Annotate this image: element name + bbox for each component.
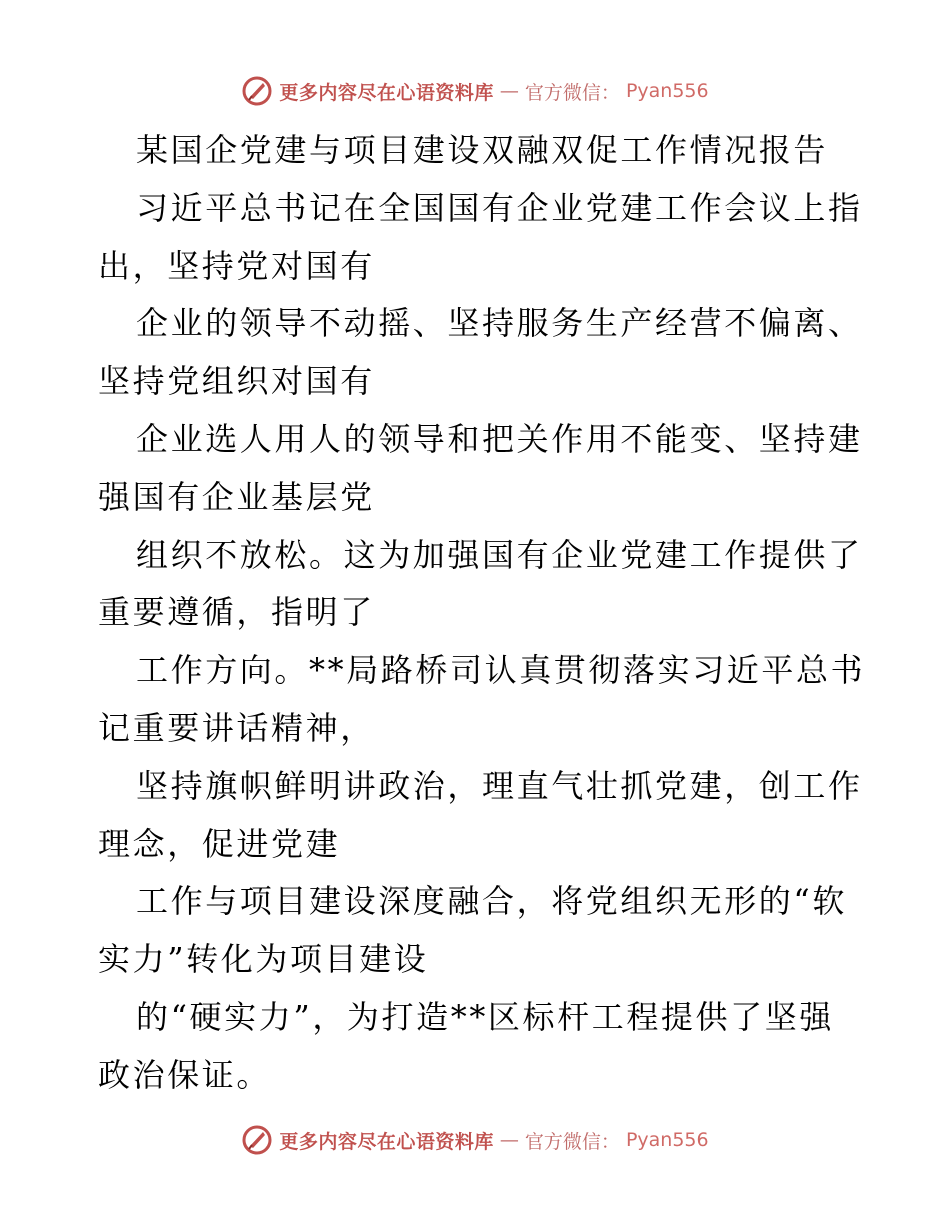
watermark-label: 官方微信： bbox=[524, 1130, 620, 1153]
document-line: 坚持旗帜鲜明讲政治，理直气壮抓党建，创工作 bbox=[136, 766, 863, 805]
document-line: 记重要讲话精神， bbox=[98, 708, 375, 747]
document-line: 某国企党建与项目建设双融双促工作情况报告 bbox=[136, 131, 829, 169]
watermark-brand: 更多内容尽在心语资料库 bbox=[279, 1130, 494, 1153]
document-line: 企业选人用人的领导和把关作用不能变、坚持建 bbox=[136, 419, 863, 458]
watermark-label: 官方微信： bbox=[524, 81, 620, 104]
document-body bbox=[98, 122, 866, 1105]
quill-logo-icon bbox=[241, 1124, 273, 1156]
watermark-separator: — bbox=[499, 1129, 519, 1151]
watermark-separator: — bbox=[499, 80, 519, 102]
document-line: 出，坚持党对国有 bbox=[98, 246, 375, 285]
document-line: 坚持党组织对国有 bbox=[98, 362, 375, 401]
document-line: 重要遵循，指明了 bbox=[98, 593, 375, 632]
document-line: 理念，促进党建 bbox=[98, 824, 341, 863]
document-line: 习近平总书记在全国国有企业党建工作会议上指 bbox=[136, 188, 863, 227]
footer-watermark bbox=[0, 1120, 950, 1160]
watermark-wechat-id: Pyan556 bbox=[625, 80, 709, 102]
document-line: 的“硬实力”，为打造**区标杆工程提供了坚强 bbox=[136, 997, 834, 1036]
watermark-brand: 更多内容尽在心语资料库 bbox=[279, 81, 494, 104]
document-line: 企业的领导不动摇、坚持服务生产经营不偏离、 bbox=[136, 304, 863, 343]
document-line: 政治保证。 bbox=[98, 1055, 272, 1094]
document-line: 工作与项目建设深度融合，将党组织无形的“软 bbox=[136, 882, 847, 921]
document-line: 组织不放松。这为加强国有企业党建工作提供了 bbox=[136, 535, 863, 574]
quill-logo-icon bbox=[241, 75, 273, 107]
watermark-wechat-id: Pyan556 bbox=[625, 1129, 709, 1151]
document-line: 工作方向。**局路桥司认真贯彻落实习近平总书 bbox=[136, 651, 866, 690]
header-watermark bbox=[0, 71, 950, 111]
document-line: 强国有企业基层党 bbox=[98, 477, 375, 516]
document-line: 实力”转化为项目建设 bbox=[98, 940, 429, 979]
